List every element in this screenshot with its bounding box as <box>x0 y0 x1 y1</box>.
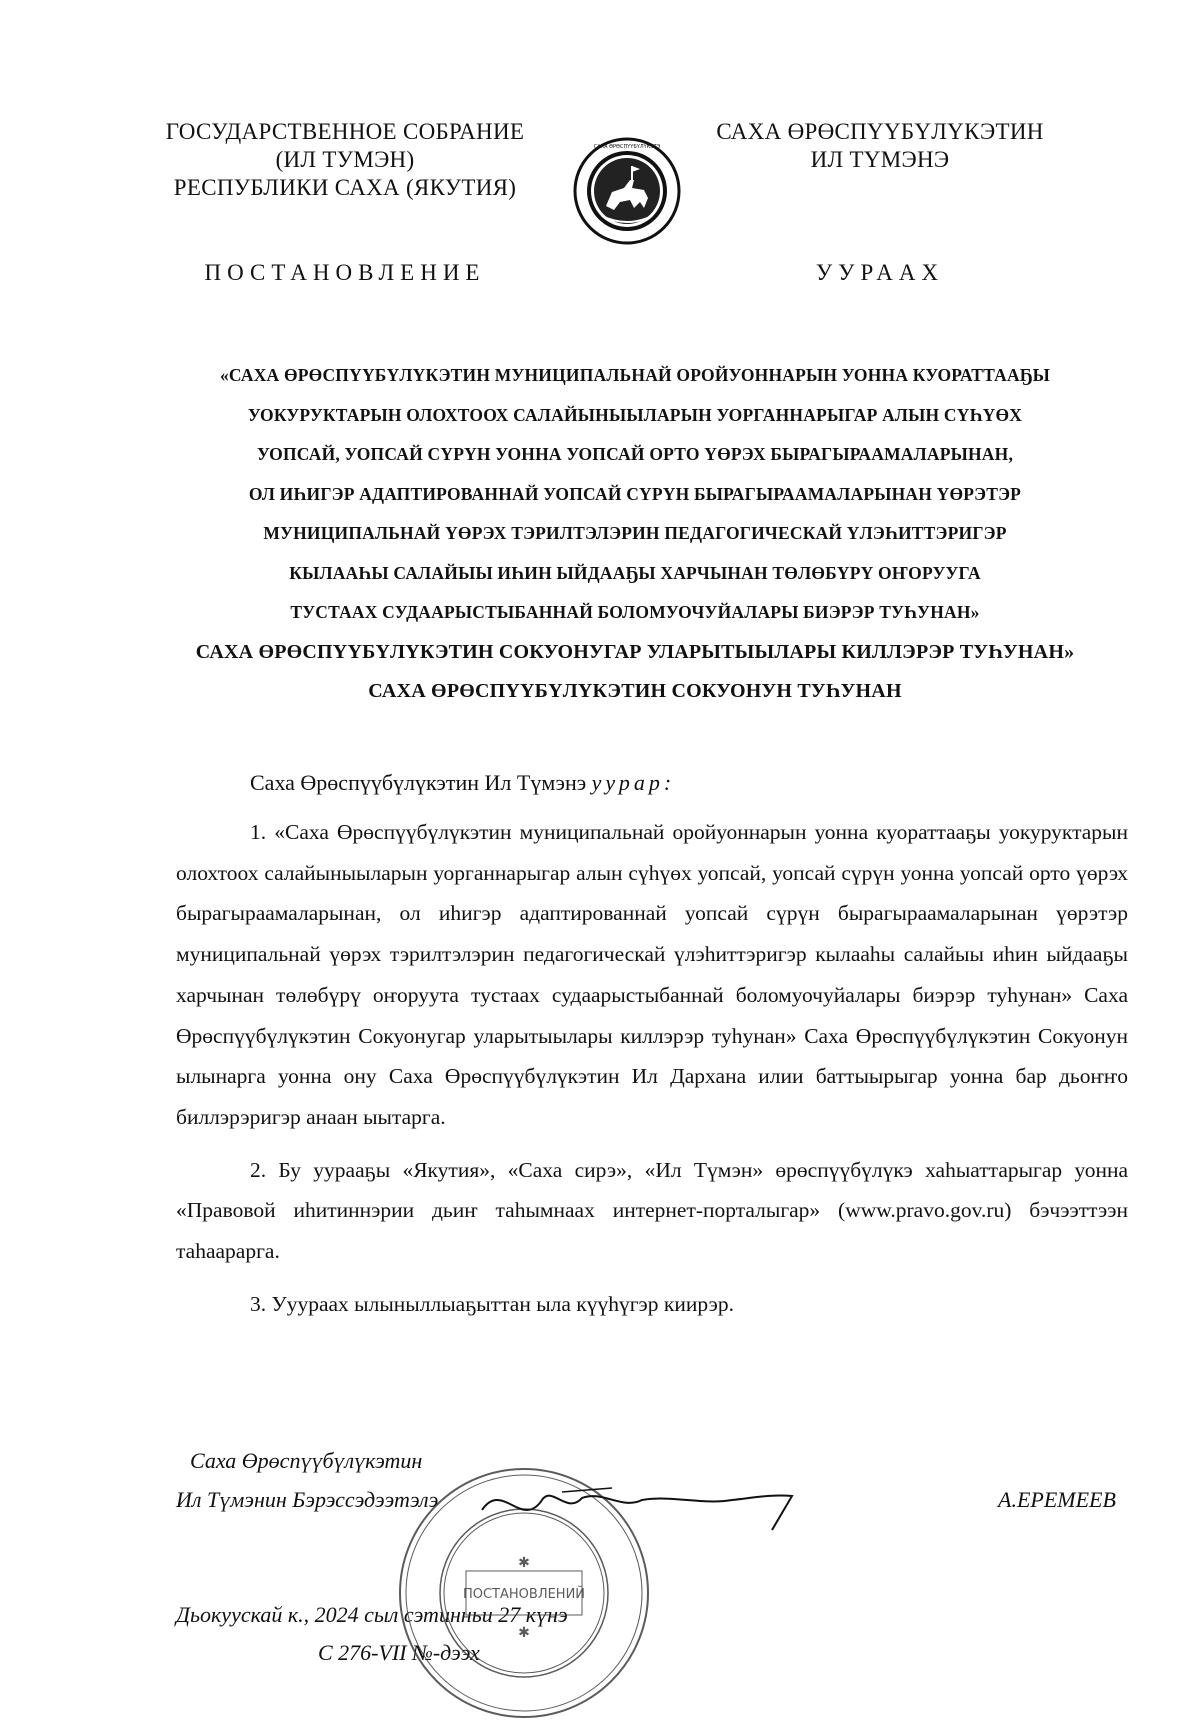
doc-type-ru: ПОСТАНОВЛЕНИЕ <box>204 260 486 285</box>
header-right-line: САХА ӨРӨСПҮҮБҮЛҮКЭТИН <box>716 119 1044 144</box>
intro-emphasis: уурар: <box>591 770 676 795</box>
title-line: САХА ӨРӨСПҮҮБҮЛҮКЭТИН СОКУОНУН ТУҺУНАН <box>368 680 902 702</box>
document-number: С 276-VII №-дээх <box>318 1640 480 1665</box>
title-line: САХА ӨРӨСПҮҮБҮЛҮКЭТИН СОКУОНУГАР УЛАРЫТЫЫЛАРЫ КИЛЛЭРЭР ТУҺУНАН» <box>195 640 1075 663</box>
title-line: ОЛ ИҺИГЭР АДАПТИРОВАННАЙ УОПСАЙ СҮРҮН БЫРАГЫРААМАЛАРЫНАН ҮӨРЭТЭР <box>248 483 1022 504</box>
title-line: КЫЛААҺЫ САЛАЙЫЫ ИҺИН ЫЙДААҔЫ ХАРЧЫНАН ТӨЛӨБҮРҮ ОҤОРУУГА <box>289 562 981 583</box>
signatory-name: А.ЕРЕМЕЕВ <box>998 1487 1116 1512</box>
resolution-paragraph: 1. «Саха Өрөспүүбүлүкэтин муниципальнай оройуоннарын уонна куораттааҕы уокуруктарын олохтоох салайыныыларын уорганнарыгар алын сүһүөх уопсай, уопсай сүрүн уонна уопсай орто үөрэх бырагыраамаларынан, ол иһигэр адаптированнай уопсай сүрүн бырагыраамаларынан үөрэтэр муниципальнай үөрэх тэрилтэлэрин педагогическай үлэһиттэригэр кылааһы салайыы иһин ыйдааҕы харчынан төлөбүрү оҥоруута тустаах судаарыстыбаннай боломуочуйалары биэрэр туһунан» Саха Өрөспүүбүлүкэтин Сокуонугар уларытыылары киллэрэр туһунан» Саха Өрөспүүбүлүкэтин Сокуонун ылынарга уонна ону Саха Өрөспүүбүлүкэтин Ил Дархана илии баттыырыгар уонна бар дьоҥҥо биллэрэригэр анаан ыытарга. <box>176 820 1128 1129</box>
seal-center-text: ПОСТАНОВЛЕНИЙ <box>462 1587 586 1602</box>
resolution-paragraph: 2. Бу уурааҕы «Якутия», «Саха сирэ», «Ил Түмэн» өрөспүүбүлүкэ хаһыаттарыгар уонна «Правовой иһитиннэрии дьиҥ таһымнаах интернет-порталыгар» (www.pravo.gov.ru) бэчээттээн таһаарарга. <box>176 1157 1128 1264</box>
title-line: МУНИЦИПАЛЬНАЙ ҮӨРЭХ ТЭРИЛТЭЛЭРИН ПЕДАГОГИЧЕСКАЙ ҮЛЭҺИТТЭРИГЭР <box>263 523 1007 543</box>
header-right-org-name <box>690 118 1070 174</box>
resolution-intro <box>250 770 675 796</box>
header-right-line: ИЛ ТҮМЭНЭ <box>810 147 950 172</box>
header-left-line: (ИЛ ТУМЭН) <box>275 147 415 172</box>
signatory-position-line: Ил Түмэнин Бэрэссэдээтэлэ <box>176 1487 439 1512</box>
resolution-body <box>176 812 1128 1324</box>
title-line: «САХА ӨРӨСПҮҮБҮЛҮКЭТИН МУНИЦИПАЛЬНАЙ ОРОЙУОННАРЫН УОННА КУОРАТТААҔЫ <box>219 365 1051 385</box>
intro-text: Саха Өрөспүүбүлүкэтин Ил Түмэнэ <box>250 770 592 795</box>
signatory-position-line: Саха Өрөспүүбүлүкэтин <box>190 1448 423 1473</box>
handwritten-signature-icon <box>472 1470 802 1540</box>
document-title <box>175 356 1095 712</box>
doc-type-sakha: УУРААХ <box>815 260 945 285</box>
title-line: ТУСТААХ СУДААРЫСТЫБАННАЙ БОЛОМУОЧУЙАЛАРЫ БИЭРЭР ТУҺУНАН» <box>290 602 980 622</box>
header-left-line: ГОСУДАРСТВЕННОЕ СОБРАНИЕ <box>165 119 525 144</box>
coat-of-arms-emblem-icon <box>572 136 682 246</box>
title-line: УОКУРУКТАРЫН ОЛОХТООХ САЛАЙЫНЫЫЛАРЫН УОРГАННАРЫГАР АЛЫН СҮҺҮӨХ <box>247 404 1023 425</box>
svg-text:✱: ✱ <box>518 1555 530 1571</box>
header-left-line: РЕСПУБЛИКИ САХА (ЯКУТИЯ) <box>173 175 517 200</box>
resolution-paragraph: 3. Ууураах ылыныллыаҕыттан ыла күүһүгэр киирэр. <box>250 1291 735 1316</box>
svg-text:✱: ✱ <box>518 1625 530 1641</box>
place-and-date: Дьокуускай к., 2024 сыл сэтинньи 27 күнэ <box>176 1602 568 1627</box>
title-line: УОПСАЙ, УОПСАЙ СҮРҮН УОННА УОПСАЙ ОРТО ҮӨРЭХ БЫРАГЫРААМАЛАРЫНАН, <box>256 444 1014 464</box>
header-left-org-name <box>150 118 540 202</box>
svg-text:САХА ӨРӨСПҮҮБҮЛҮКЭТЭ: САХА ӨРӨСПҮҮБҮЛҮКЭТЭ <box>593 144 661 150</box>
